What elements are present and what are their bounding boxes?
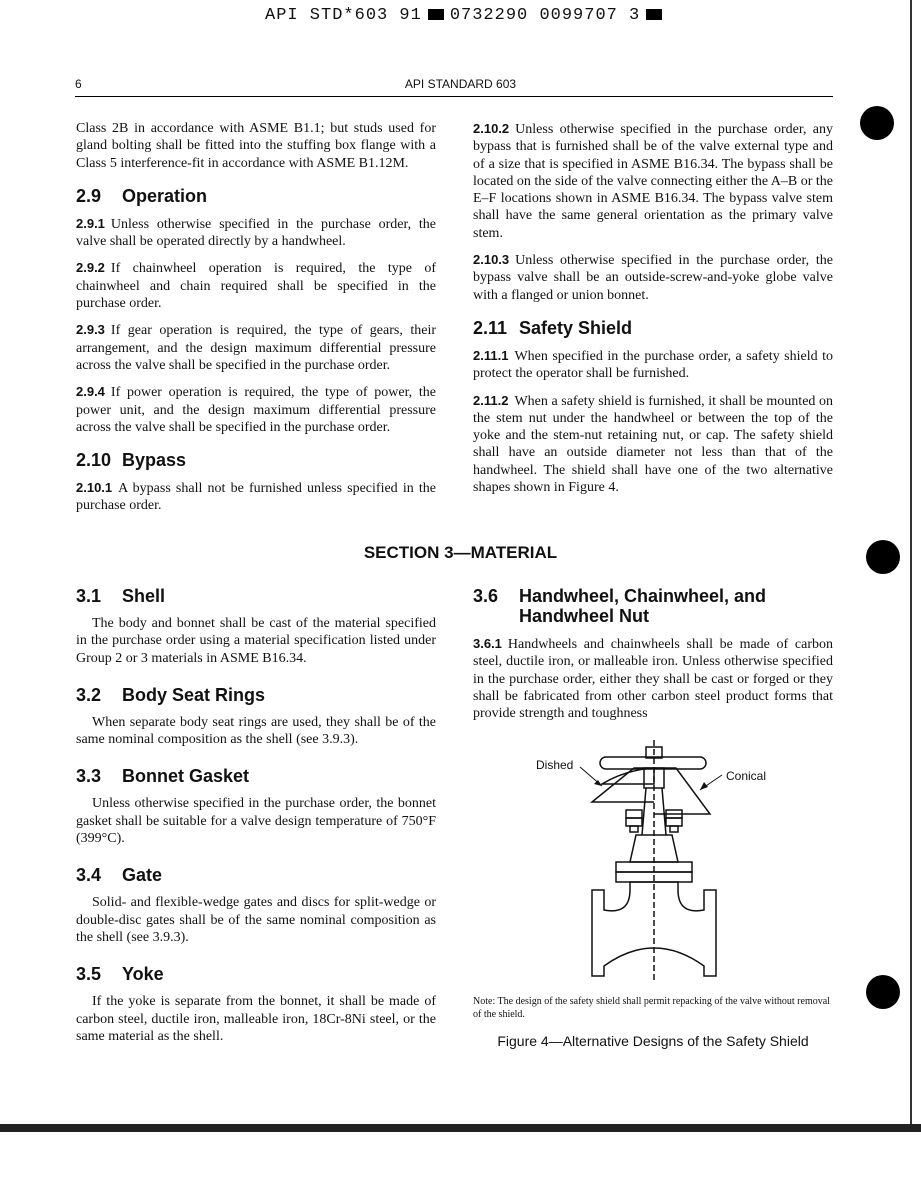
paragraph-3-5: If the yoke is separate from the bonnet, it shall be made of carbon steel, ductile iron, malleable iron, 18Cr-8Ni steel, or the same material as the shell. (76, 994, 436, 1044)
gland-bolt (630, 826, 638, 832)
heading-number: 2.9 (76, 185, 102, 206)
clause-number: 2.10.3 (473, 252, 510, 268)
paragraph-3-1: The body and bonnet shall be cast of the material specified in the purchase order using a material specification listed under Group 2 or 3 materials in ASME B16.34. (76, 616, 436, 666)
heading-title: Handwheel, Chainwheel, and (519, 586, 767, 606)
paragraph-3-4: Solid- and flexible-wedge gates and discs for split-wedge or double-disc gates shall be of the same nominal composition as the shell (see 3.9.3). (76, 895, 436, 945)
handwheel (600, 757, 706, 769)
dished-shield (602, 768, 654, 784)
clause-text: When a safety shield is furnished, it shall be mounted on the stem nut under the handwheel or between the top of the yoke and the stem-nut retaining nut, or cap. The safety shield shall have an outside diameter not less than that of the handwheel. The shield shall have one of the two alternative shapes shown in Figure 4. (473, 393, 833, 496)
heading-number: 3.4 (76, 865, 102, 886)
paragraph-2-10-2 (473, 120, 833, 242)
heading-title: Gate (122, 865, 163, 886)
figure-note: Note: The design of the safety shield shall permit repacking of the valve without removal of the shield. (473, 996, 830, 1020)
heading-title-line-2: Handwheel Nut (519, 606, 650, 626)
document-control-code (265, 6, 668, 25)
clause-text: When specified in the purchase order, a safety shield to protect the operator shall be furnished. (473, 348, 833, 382)
paragraph-2-9-2 (76, 259, 436, 312)
clause-number: 2.9.4 (76, 384, 105, 400)
dished-arrowhead (594, 780, 602, 786)
heading-title: Body Seat Rings (122, 684, 266, 705)
heading-title: Yoke (122, 964, 164, 985)
heading-2-10 (76, 450, 436, 470)
left-column-top (76, 120, 436, 524)
paragraph-2-9-3 (76, 321, 436, 374)
clause-number: 2.9.3 (76, 322, 105, 338)
clause-text: A bypass shall not be furnished unless specified in the purchase order. (76, 481, 436, 514)
clause-text: Unless otherwise specified in the purchase order, the valve shall be operated directly by a handwheel. (76, 216, 436, 250)
gland-bolt (626, 818, 642, 826)
figure-caption: Figure 4—Alternative Designs of the Safety Shield (497, 1033, 809, 1049)
gland-bolt (626, 810, 642, 818)
paragraph-3-6-1 (473, 635, 833, 722)
paragraph-2-11-2 (473, 392, 833, 497)
heading-3-6 (473, 586, 833, 626)
left-column-bottom (76, 572, 436, 1054)
heading-number: 3.2 (76, 684, 102, 705)
heading-2-11 (473, 318, 833, 338)
clause-number: 2.10.2 (473, 121, 510, 136)
heading-number: 2.11 (473, 317, 508, 338)
clause-text: Unless otherwise specified in the purchase order, any bypass that is furnished shall be of the valve external type and of a size that is specified in ASME B16.34. The bypass shall be located on the side of the valve connecting either the A–B or the E–F locations shown in ASME B16.34. The bypass valve stem shall have the same general orientation as the primary valve stem. (473, 122, 833, 241)
heading-number: 3.6 (473, 586, 499, 606)
heading-3-5 (76, 964, 436, 984)
gland-bolt (670, 826, 678, 832)
heading-number: 3.1 (76, 586, 102, 606)
black-mark (646, 9, 662, 20)
heading-number: 3.5 (76, 964, 102, 985)
paragraph-3-2: When separate body seat rings are used, they shall be of the same nominal composition as the shell (see 3.9.3). (76, 714, 436, 748)
heading-title: Shell (122, 586, 166, 606)
heading-number: 2.10 (76, 450, 112, 471)
clause-number: 2.11.1 (473, 347, 509, 363)
gland-bolt (666, 818, 682, 826)
clause-number: 2.11.2 (473, 392, 509, 408)
paragraph-2-10-1 (76, 479, 436, 515)
heading-3-3 (76, 766, 436, 786)
black-mark (428, 9, 444, 20)
clause-text: If power operation is required, the type of power, the power unit, and the design maximum differential pressure across the valve shall be specified in the purchase order. (76, 385, 436, 435)
running-head: API STANDARD 603 (404, 77, 517, 91)
paragraph: Class 2B in accordance with ASME B1.1; but studs used for gland bolting shall be fitted into the stuffing box flange with a Class 5 interference-fit in accordance with ASME B1.12M. (76, 121, 436, 171)
clause-number: 2.10.1 (76, 480, 113, 496)
control-code-part-1: API STD*603 91 (265, 6, 422, 25)
paragraph-2-10-3 (473, 251, 833, 304)
conical-arrowhead (700, 782, 708, 790)
heading-2-9 (76, 186, 436, 206)
heading-3-1 (76, 586, 436, 606)
clause-text: If chainwheel operation is required, the type of chainwheel and chain required shall be specified in the purchase order. (76, 261, 436, 312)
scan-edge-bottom (0, 1124, 921, 1132)
clause-text: Unless otherwise specified in the purchase order, the bypass valve shall be an outside-screw-and-yoke globe valve with a flanged or union bonnet. (473, 253, 833, 303)
right-column-top (473, 120, 833, 505)
conical-label: Conical (726, 769, 767, 783)
paragraph-3-3: Unless otherwise specified in the purchase order, the bonnet gasket shall be suitable for a valve design temperature of 750°F (399°C). (76, 796, 436, 847)
control-code-part-2: 0732290 0099707 3 (449, 6, 641, 25)
heading-number: 3.3 (76, 766, 102, 787)
section-title: SECTION 3—MATERIAL (363, 543, 558, 562)
paragraph-2-11-1 (473, 347, 833, 383)
punch-hole (866, 975, 900, 1009)
clause-number: 2.9.2 (76, 260, 105, 276)
heading-3-4 (76, 865, 436, 885)
valve-drawing (530, 740, 790, 990)
paragraph-2-9-4 (76, 383, 436, 436)
clause-text: If gear operation is required, the type of gears, their arrangement, and the design maximum differential pressure across the valve shall be specified in the purchase order. (76, 323, 436, 373)
heading-title: Safety Shield (519, 317, 633, 338)
scan-edge-right (910, 0, 912, 1132)
dished-label: Dished (536, 758, 574, 772)
clause-text: Handwheels and chainwheels shall be made of carbon steel, ductile iron, or malleable iron. Unless otherwise specified in the purchase order, either they shall be cast or forged or they shall be fabricated from other carbon steel product forms that provide strength and toughness (473, 637, 833, 722)
page-number: 6 (75, 77, 82, 91)
right-column-bottom (473, 572, 833, 731)
heading-title: Operation (122, 185, 208, 206)
clause-number: 3.6.1 (473, 636, 502, 651)
paragraph-2-9-1 (76, 215, 436, 251)
heading-title: Bonnet Gasket (122, 766, 250, 787)
punch-hole (860, 106, 894, 140)
heading-3-2 (76, 685, 436, 705)
header-rule (75, 96, 833, 97)
heading-title: Bypass (122, 450, 187, 471)
clause-number: 2.9.1 (76, 215, 105, 231)
valve-safety-shield-figure (530, 740, 790, 990)
